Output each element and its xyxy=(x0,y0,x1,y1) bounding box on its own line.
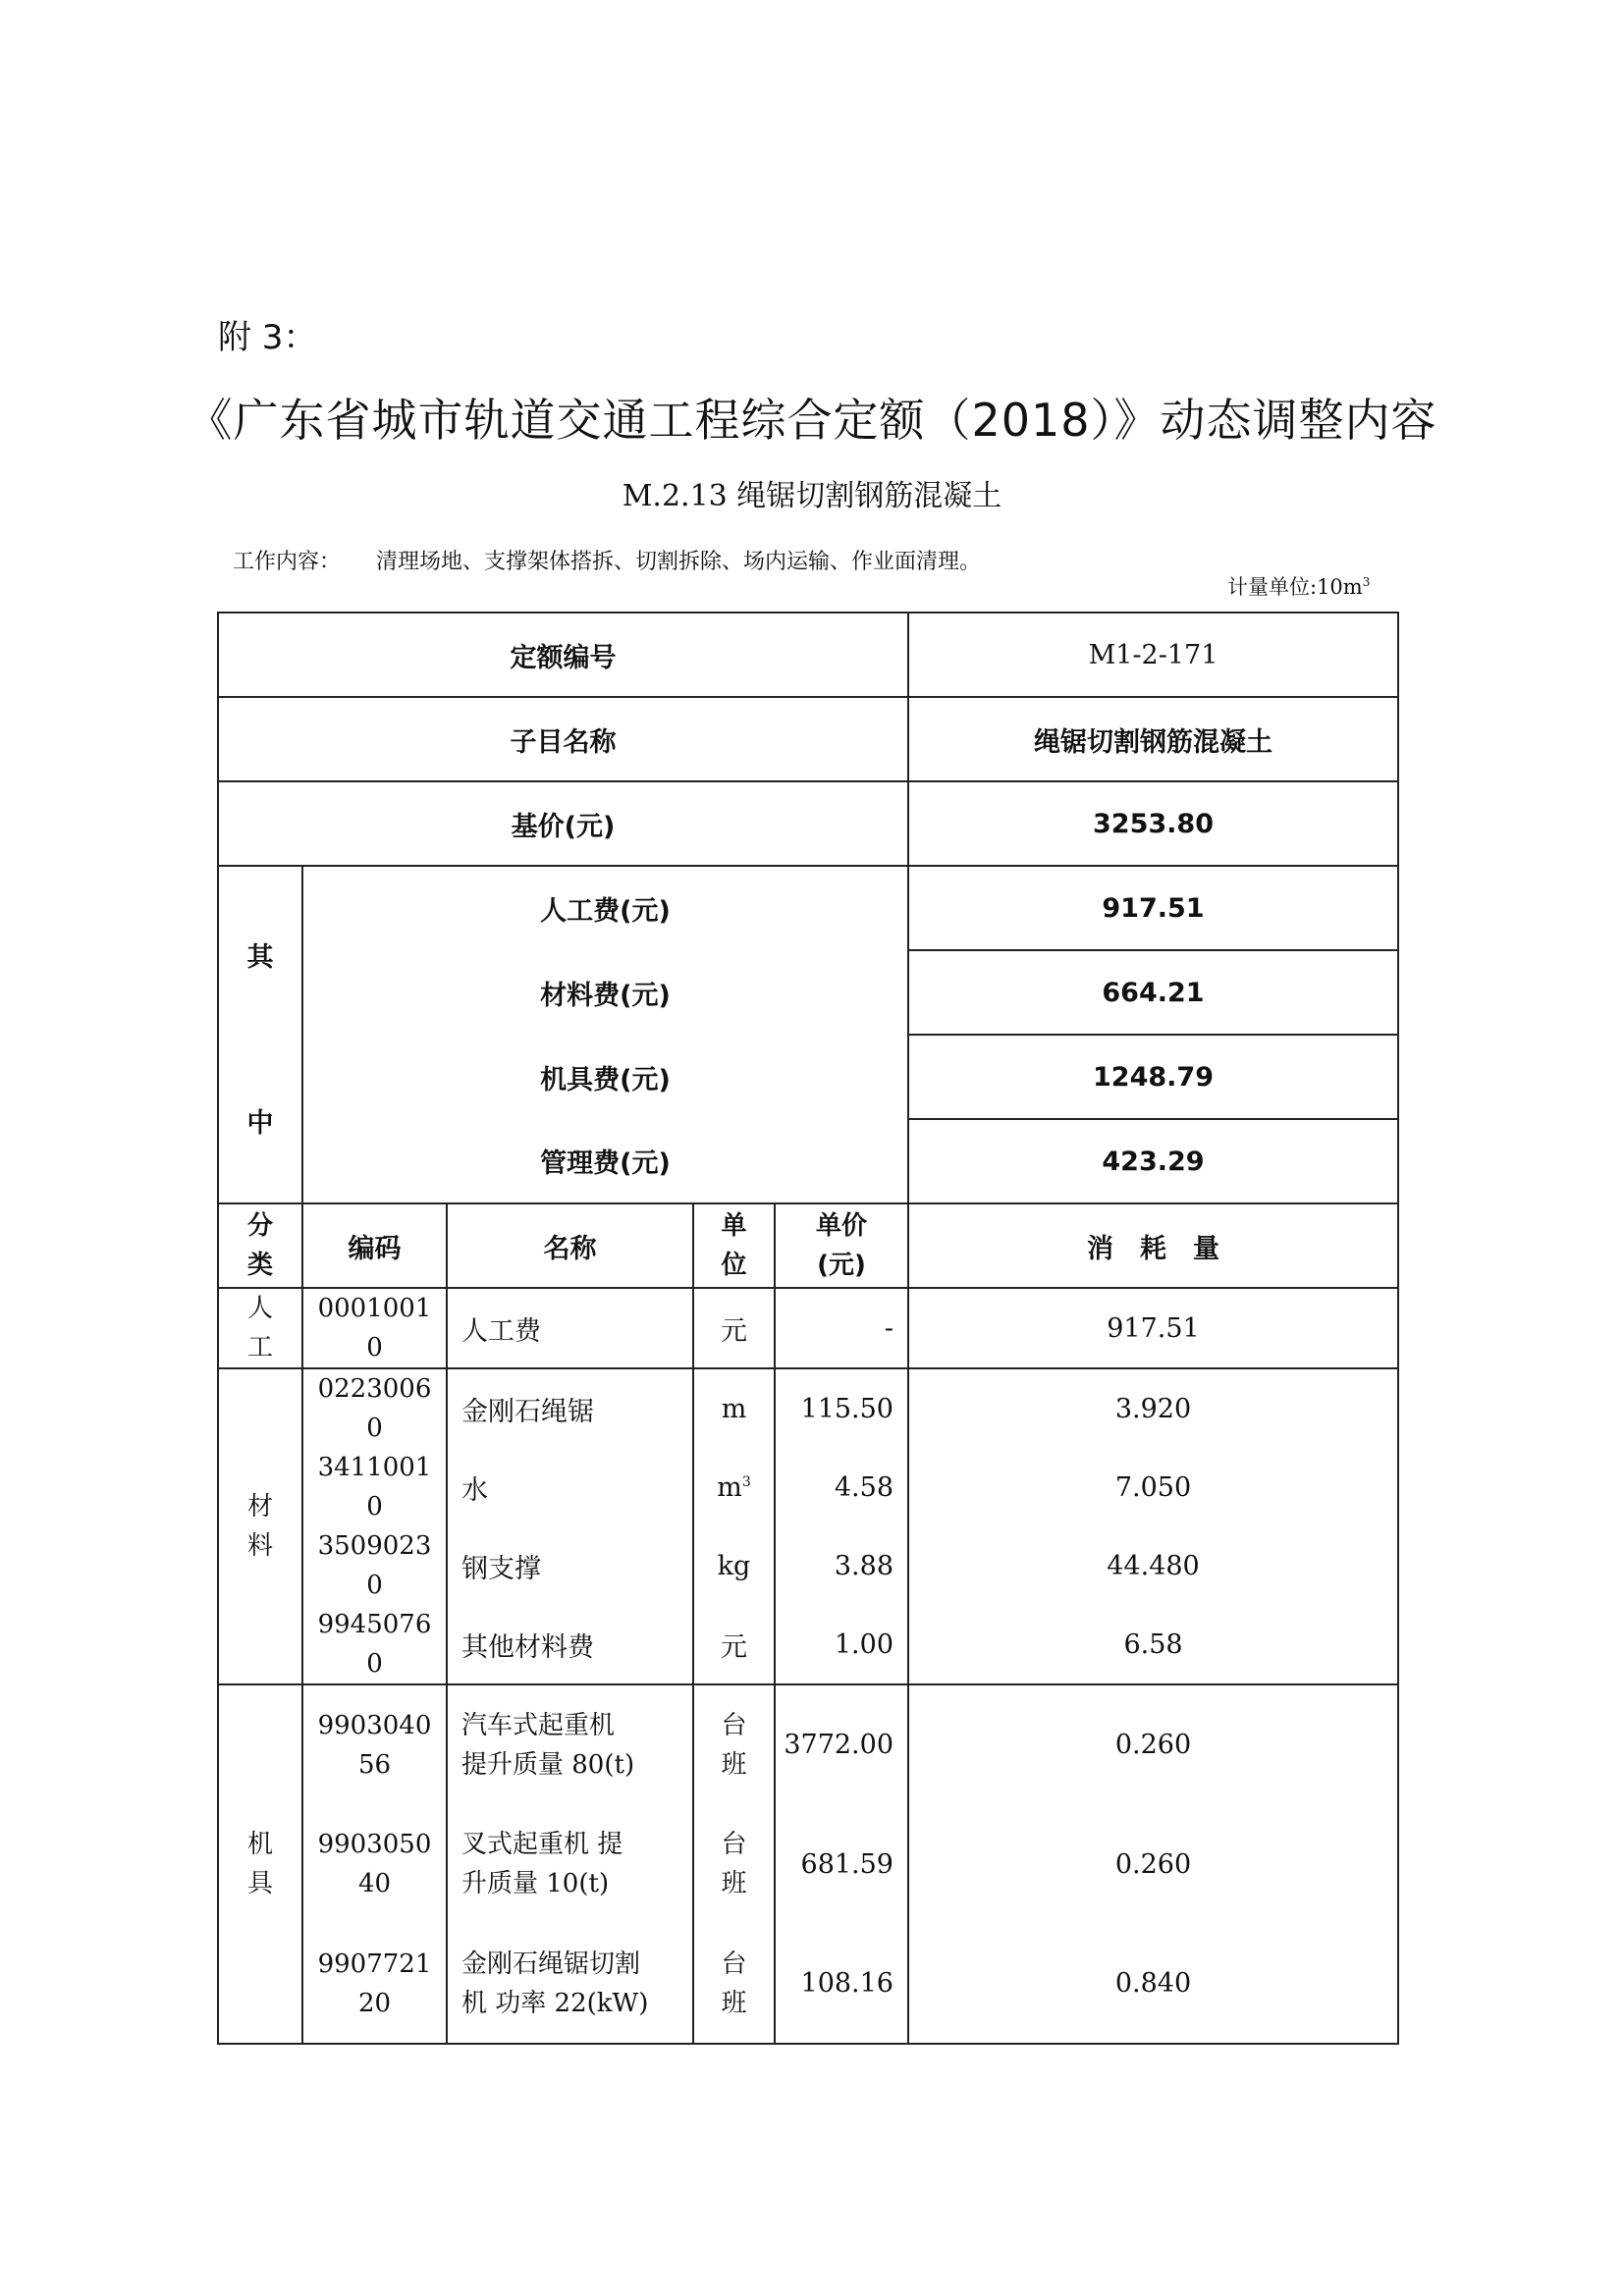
row-code-1: 9903050 xyxy=(317,1830,432,1859)
row-unit-text: m xyxy=(721,1393,747,1424)
attachment-label: 附 3： xyxy=(218,318,317,357)
category-machinery xyxy=(218,1684,302,2044)
row-price: 3.88 xyxy=(775,1526,908,1605)
row-code-2: 0 xyxy=(366,1414,383,1443)
row-name-1: 汽车式起重机 xyxy=(461,1710,616,1740)
header-category-1: 分 xyxy=(246,1211,273,1241)
measurement-unit xyxy=(1227,571,1370,601)
row-name: 水 xyxy=(447,1448,693,1526)
row-code-1: 3509023 xyxy=(317,1531,432,1561)
row-code-2: 0 xyxy=(366,1649,383,1679)
category-labor-2: 工 xyxy=(246,1333,273,1362)
row-price: - xyxy=(775,1288,908,1368)
row-name: 其他材料费 xyxy=(447,1605,693,1684)
row-quantity: 0.260 xyxy=(908,1684,1398,1804)
row-price: 108.16 xyxy=(775,1924,908,2044)
breakdown-value: 423.29 xyxy=(908,1119,1398,1203)
base-price-value: 3253.80 xyxy=(908,781,1398,866)
breakdown-label: 机具费(元) xyxy=(302,1035,908,1119)
row-code-1: 0001001 xyxy=(317,1294,432,1323)
category-materials-2: 料 xyxy=(246,1531,273,1561)
row-unit-2: 班 xyxy=(721,1749,747,1780)
row-code xyxy=(302,1804,447,1924)
category-machinery-1: 机 xyxy=(246,1830,273,1859)
row-code xyxy=(302,1605,447,1684)
category-labor-1: 人 xyxy=(246,1294,273,1323)
row-unit xyxy=(693,1684,775,1804)
row-quantity: 44.480 xyxy=(908,1526,1398,1605)
item-name-value: 绳锯切割钢筋混凝土 xyxy=(908,697,1398,781)
row-quantity: 917.51 xyxy=(908,1288,1398,1368)
row-code-1: 3411001 xyxy=(317,1453,432,1482)
breakdown-value: 1248.79 xyxy=(908,1035,1398,1119)
row-price: 1.00 xyxy=(775,1605,908,1684)
quota-number-label: 定额编号 xyxy=(218,613,908,697)
header-unit-2: 位 xyxy=(721,1251,747,1280)
breakdown-label: 材料费(元) xyxy=(302,950,908,1035)
row-unit-exponent: 3 xyxy=(741,1473,751,1490)
row-unit-text: 元 xyxy=(721,1631,747,1663)
among-char-2: 中 xyxy=(246,1108,274,1139)
breakdown-value: 917.51 xyxy=(908,866,1398,950)
breakdown-row xyxy=(218,950,1398,1035)
row-code xyxy=(302,1288,447,1368)
header-price xyxy=(775,1203,908,1288)
row-code-2: 0 xyxy=(366,1492,383,1522)
row-code-2: 20 xyxy=(357,1988,392,2018)
row-unit-text: kg xyxy=(717,1550,751,1581)
header-code: 编码 xyxy=(302,1203,447,1288)
row-unit-text: m xyxy=(717,1471,742,1503)
measurement-unit-label: 计量单位:10m xyxy=(1227,575,1363,599)
header-unit-1: 单 xyxy=(721,1211,747,1241)
row-name-2: 提升质量 80(t) xyxy=(461,1749,635,1780)
document-title: 《广东省城市轨道交通工程综合定额（2018）》动态调整内容 xyxy=(187,394,1437,447)
item-name-row xyxy=(218,697,1398,781)
category-labor xyxy=(218,1288,302,1368)
table-row xyxy=(218,1605,1398,1684)
row-unit xyxy=(693,1526,775,1605)
row-name-1: 叉式起重机 提 xyxy=(461,1830,623,1859)
row-code-2: 40 xyxy=(357,1869,392,1898)
table-row xyxy=(218,1804,1398,1924)
row-name xyxy=(447,1924,693,2044)
row-unit-1: 台 xyxy=(721,1830,747,1859)
row-code xyxy=(302,1368,447,1448)
row-quantity: 6.58 xyxy=(908,1605,1398,1684)
row-code-1: 0223006 xyxy=(317,1374,432,1404)
header-price-2: (元) xyxy=(817,1251,866,1280)
row-code-2: 56 xyxy=(357,1749,392,1780)
row-name xyxy=(447,1804,693,1924)
row-code-2: 0 xyxy=(366,1571,383,1600)
category-machinery-2: 具 xyxy=(246,1869,273,1898)
row-code xyxy=(302,1924,447,2044)
among-char-1: 其 xyxy=(246,942,274,973)
row-code-1: 9907721 xyxy=(317,1949,432,1979)
column-header-row xyxy=(218,1203,1398,1288)
category-materials xyxy=(218,1368,302,1684)
quota-number-value: M1-2-171 xyxy=(908,613,1398,697)
table-row xyxy=(218,1288,1398,1368)
item-name-label: 子目名称 xyxy=(218,697,908,781)
base-price-row xyxy=(218,781,1398,866)
row-name: 人工费 xyxy=(447,1288,693,1368)
row-price: 4.58 xyxy=(775,1448,908,1526)
work-content-text: 清理场地、支撑架体搭拆、切割拆除、场内运输、作业面清理。 xyxy=(376,550,982,574)
row-quantity: 7.050 xyxy=(908,1448,1398,1526)
row-code xyxy=(302,1526,447,1605)
row-name xyxy=(447,1684,693,1804)
among-label xyxy=(218,866,302,1203)
row-unit xyxy=(693,1924,775,2044)
row-unit-2: 班 xyxy=(721,1988,747,2018)
row-unit xyxy=(693,1448,775,1526)
table-row xyxy=(218,1368,1398,1448)
table-row xyxy=(218,1526,1398,1605)
breakdown-row xyxy=(218,1119,1398,1203)
table-row xyxy=(218,1448,1398,1526)
work-content xyxy=(233,545,981,575)
quota-table xyxy=(217,612,1399,2045)
row-unit xyxy=(693,1804,775,1924)
base-price-label: 基价(元) xyxy=(218,781,908,866)
breakdown-label: 管理费(元) xyxy=(302,1119,908,1203)
row-unit-2: 班 xyxy=(721,1869,747,1898)
row-quantity: 3.920 xyxy=(908,1368,1398,1448)
row-code-1: 9903040 xyxy=(317,1710,432,1740)
header-category-2: 类 xyxy=(246,1251,273,1280)
row-unit-1: 台 xyxy=(721,1710,747,1740)
table-row xyxy=(218,1924,1398,2044)
row-unit-1: 台 xyxy=(721,1949,747,1979)
row-price: 115.50 xyxy=(775,1368,908,1448)
row-unit: 元 xyxy=(693,1288,775,1368)
row-price: 681.59 xyxy=(775,1804,908,1924)
quota-number-row xyxy=(218,613,1398,697)
header-consumption: 消 耗 量 xyxy=(908,1203,1398,1288)
row-name-2: 机 功率 22(kW) xyxy=(461,1988,649,2018)
row-code xyxy=(302,1448,447,1526)
section-subtitle: M.2.13 绳锯切割钢筋混凝土 xyxy=(622,479,1002,513)
breakdown-row xyxy=(218,866,1398,950)
header-name: 名称 xyxy=(447,1203,693,1288)
row-code-2: 0 xyxy=(366,1333,383,1362)
row-unit xyxy=(693,1605,775,1684)
category-materials-1: 材 xyxy=(246,1492,273,1522)
breakdown-row xyxy=(218,1035,1398,1119)
row-quantity: 0.260 xyxy=(908,1804,1398,1924)
row-name: 钢支撑 xyxy=(447,1526,693,1605)
breakdown-label: 人工费(元) xyxy=(302,866,908,950)
measurement-unit-exponent: 3 xyxy=(1362,575,1371,589)
header-category xyxy=(218,1203,302,1288)
table-row xyxy=(218,1684,1398,1804)
header-unit xyxy=(693,1203,775,1288)
row-quantity: 0.840 xyxy=(908,1924,1398,2044)
row-name-2: 升质量 10(t) xyxy=(461,1869,610,1898)
row-price: 3772.00 xyxy=(775,1684,908,1804)
header-price-1: 单价 xyxy=(815,1211,867,1241)
row-code-1: 9945076 xyxy=(317,1610,432,1639)
row-unit xyxy=(693,1368,775,1448)
row-name: 金刚石绳锯 xyxy=(447,1368,693,1448)
row-name-1: 金刚石绳锯切割 xyxy=(461,1949,641,1979)
work-content-label: 工作内容： xyxy=(233,550,342,574)
row-code xyxy=(302,1684,447,1804)
breakdown-value: 664.21 xyxy=(908,950,1398,1035)
